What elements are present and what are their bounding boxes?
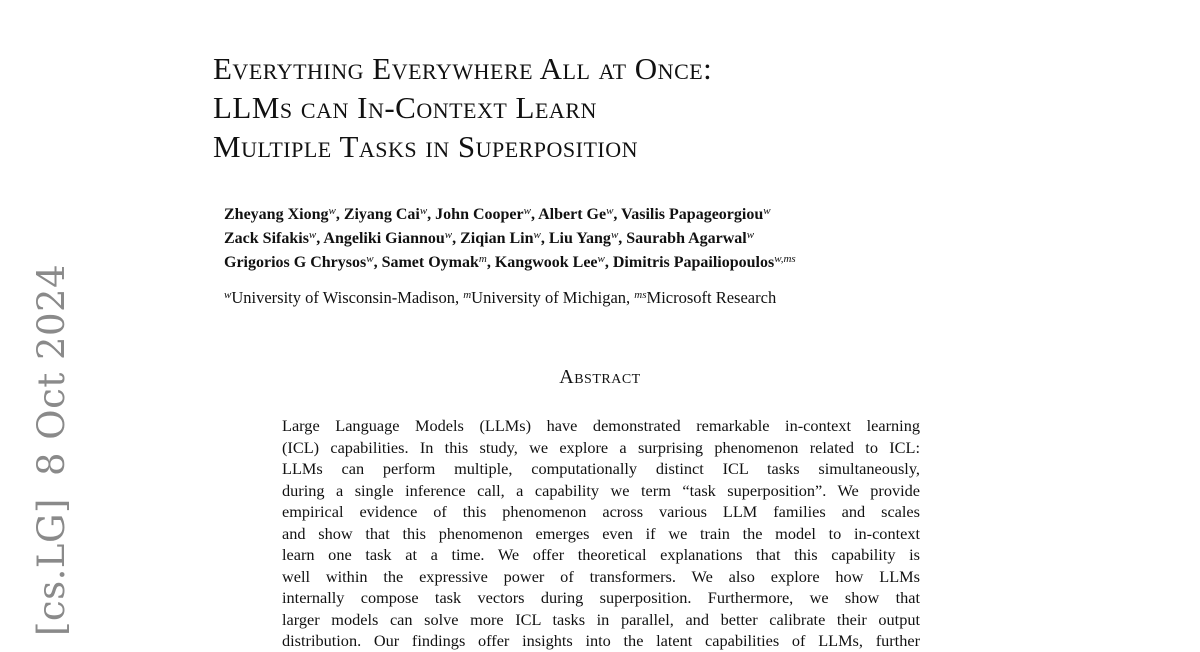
abstract-line: learn one task at a time. We offer theoretical explanations that this capability is (282, 545, 920, 564)
affiliation-name: University of Michigan (471, 288, 627, 307)
title-line: Multiple Tasks in Superposition (213, 129, 639, 164)
author-line: Zheyang Xiong$^w$, Ziyang Cai$^w$, John Cooper$^w$, Albert Ge$^w$, Vasilis Papageorgiou$^w$ (224, 205, 771, 223)
author-affiliation-mark: w (523, 205, 531, 217)
abstract-line: (ICL) capabilities. In this study, we explore a surprising phenomenon related to ICL: (282, 437, 920, 457)
author-name: John Cooper (435, 206, 524, 223)
affiliation-name: University of Wisconsin-Madison (231, 288, 455, 307)
abstract-line: during a single inference call, a capability we term “task superposition”. We provide (282, 480, 920, 500)
author-line: Zack Sifakis$^w$, Angeliki Giannou$^w$, Ziqian Lin$^w$, Liu Yang$^w$, Saurabh Agarwal$^w$ (224, 229, 755, 247)
abstract-body (282, 415, 920, 652)
author-affiliation-mark: w (444, 229, 453, 241)
author-name: Saurabh Agarwal (626, 230, 747, 247)
author-name: Kangwook Lee (494, 254, 598, 271)
author-name: Ziyang Cai (343, 206, 420, 223)
affiliation-mark: w (224, 289, 232, 301)
affiliation-list: $^w$University of Wisconsin-Madison, $^m$University of Michigan, $^{ms}$Microsoft Research (224, 288, 777, 307)
author-affiliation-mark: w (533, 229, 541, 241)
author-name: Zack Sifakis (224, 230, 309, 247)
affiliation-mark: m (463, 289, 472, 301)
author-affiliation-mark: w (746, 229, 755, 241)
author-name: Liu Yang (548, 230, 611, 247)
author-affiliation-mark: w (763, 205, 771, 217)
title-line: Everything Everywhere All at Once: (213, 51, 713, 86)
author-affiliation-mark: m (478, 253, 487, 265)
author-affiliation-mark: w (308, 229, 317, 241)
author-name: Albert Ge (538, 206, 607, 223)
paper-title (213, 49, 712, 166)
affiliation-mark: ms (634, 289, 647, 301)
abstract-line: LLMs can perform multiple, computationally distinct ICL tasks simultaneously, (282, 459, 920, 478)
abstract-heading: Abstract (559, 366, 641, 388)
author-name: Ziqian Lin (460, 230, 534, 247)
author-name: Grigorios G Chrysos (224, 254, 367, 271)
abstract-line: empirical evidence of this phenomenon across various LLM families and scales (282, 502, 920, 521)
author-affiliation-mark: w (610, 229, 619, 241)
author-affiliation-mark: w (606, 205, 614, 217)
author-affiliation-mark: w (597, 253, 605, 265)
author-name: Dimitris Papailiopoulos (612, 254, 775, 271)
abstract-line: well within the expressive power of transformers. We also explore how LLMs (282, 566, 920, 586)
author-name: Samet Oymak (381, 254, 479, 271)
abstract-line: and show that this phenomenon emerges even if we train the model to in-context (282, 523, 920, 543)
abstract-line: internally compose task vectors during superposition. Furthermore, we show that (282, 588, 920, 607)
author-affiliation-mark: w (419, 205, 428, 217)
author-name: Vasilis Papageorgiou (621, 206, 764, 223)
abstract-line: larger models can solve more ICL tasks in parallel, and better calibrate their output (282, 609, 920, 629)
author-name: Angeliki Giannou (323, 230, 445, 247)
author-affiliation-mark: w (366, 253, 374, 265)
affiliation-name: Microsoft Research (646, 288, 777, 307)
arxiv-date: 8 Oct 2024 (30, 263, 73, 477)
arxiv-category: [cs.LG] (30, 498, 73, 636)
abstract-line: distribution. Our findings offer insights into the latent capabilities of LLMs, further (282, 631, 920, 650)
arxiv-stamp (30, 264, 73, 636)
author-affiliation-mark: w (328, 205, 336, 217)
abstract-line: Large Language Models (LLMs) have demonstrated remarkable in-context learning (282, 416, 920, 435)
author-name: Zheyang Xiong (224, 206, 329, 223)
author-list (224, 201, 796, 273)
author-line: Grigorios G Chrysos$^w$, Samet Oymak$^m$, Kangwook Lee$^w$, Dimitris Papailiopoulos$^{w,ms}$ (224, 253, 796, 271)
title-line: LLMs can In-Context Learn (213, 90, 597, 125)
author-affiliation-mark: w,ms (774, 253, 796, 265)
